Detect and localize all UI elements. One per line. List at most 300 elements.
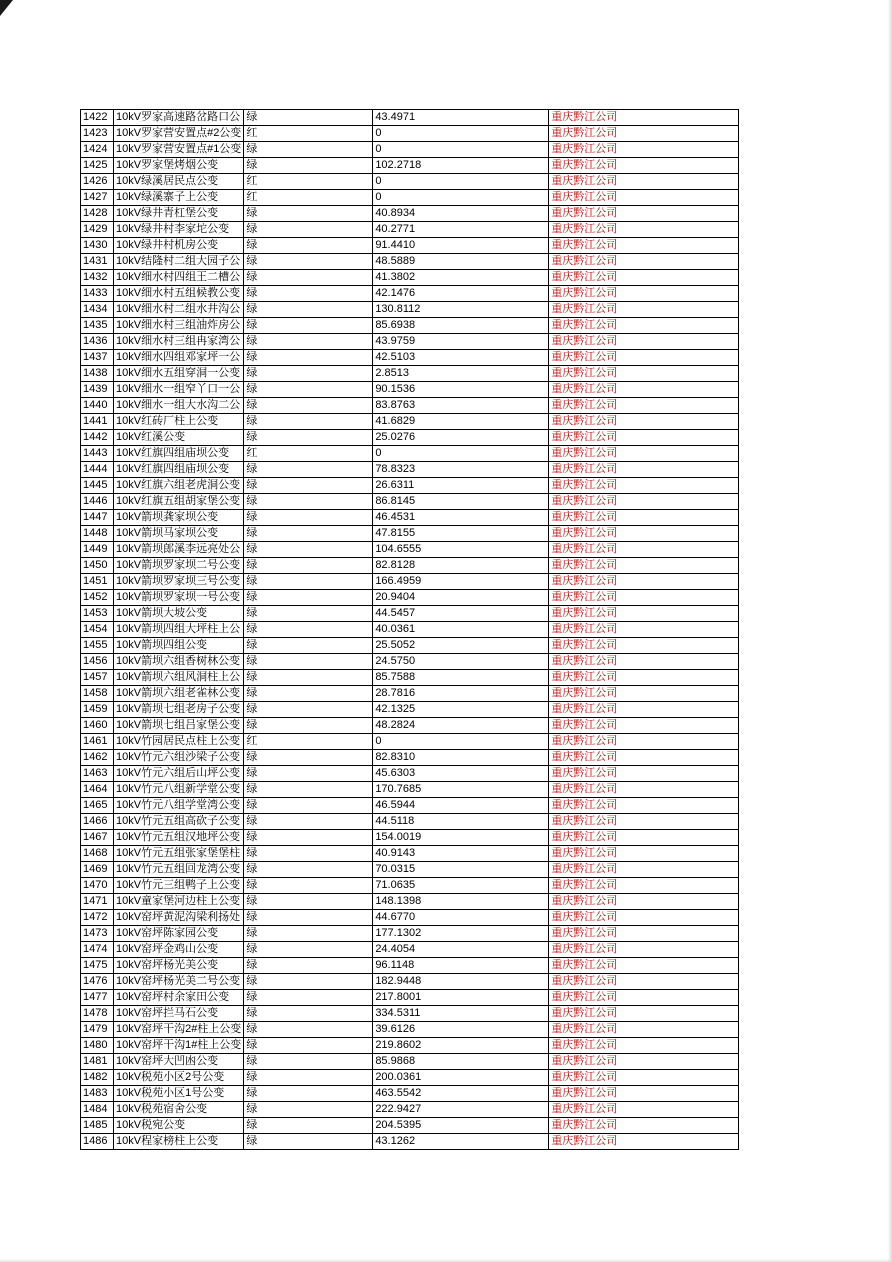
value-cell: 44.5457	[373, 606, 549, 622]
status-cell: 绿	[244, 1054, 373, 1070]
value-cell: 41.3802	[373, 270, 549, 286]
station-name-cell: 10kV窑坪杨光美二号公变	[114, 974, 244, 990]
value-cell: 0	[373, 190, 549, 206]
value-cell: 90.1536	[373, 382, 549, 398]
status-cell: 绿	[244, 526, 373, 542]
row-id-cell: 1481	[81, 1054, 114, 1070]
station-name-cell: 10kV窑坪干沟2#柱上公变	[114, 1022, 244, 1038]
page-edge-right	[888, 0, 892, 1262]
data-table	[80, 109, 739, 1150]
row-id-cell: 1473	[81, 926, 114, 942]
value-cell: 39.6126	[373, 1022, 549, 1038]
station-name-cell: 10kV红溪公变	[114, 430, 244, 446]
status-cell: 绿	[244, 558, 373, 574]
row-id-cell: 1460	[81, 718, 114, 734]
status-cell: 绿	[244, 1006, 373, 1022]
station-name-cell: 10kV竹元五组张家堡堡柱	[114, 846, 244, 862]
status-cell: 绿	[244, 686, 373, 702]
status-cell: 绿	[244, 270, 373, 286]
status-cell: 绿	[244, 638, 373, 654]
table-row	[81, 510, 739, 526]
row-id-cell: 1442	[81, 430, 114, 446]
status-cell: 绿	[244, 622, 373, 638]
company-cell: 重庆黔江公司	[549, 462, 739, 478]
value-cell: 47.8155	[373, 526, 549, 542]
value-cell: 85.9868	[373, 1054, 549, 1070]
row-id-cell: 1429	[81, 222, 114, 238]
row-id-cell: 1463	[81, 766, 114, 782]
value-cell: 200.0361	[373, 1070, 549, 1086]
company-cell: 重庆黔江公司	[549, 206, 739, 222]
table-row	[81, 158, 739, 174]
station-name-cell: 10kV箭坝马家坝公变	[114, 526, 244, 542]
value-cell: 0	[373, 126, 549, 142]
table-row	[81, 942, 739, 958]
station-name-cell: 10kV竹园居民点柱上公变	[114, 734, 244, 750]
row-id-cell: 1469	[81, 862, 114, 878]
row-id-cell: 1449	[81, 542, 114, 558]
station-name-cell: 10kV竹元六组沙梁子公变	[114, 750, 244, 766]
row-id-cell: 1443	[81, 446, 114, 462]
company-cell: 重庆黔江公司	[549, 958, 739, 974]
status-cell: 绿	[244, 510, 373, 526]
status-cell: 绿	[244, 254, 373, 270]
status-cell: 绿	[244, 334, 373, 350]
station-name-cell: 10kV竹元五组汉地坪公变	[114, 830, 244, 846]
station-name-cell: 10kV罗家营安置点#2公变	[114, 126, 244, 142]
row-id-cell: 1466	[81, 814, 114, 830]
company-cell: 重庆黔江公司	[549, 894, 739, 910]
table-row	[81, 862, 739, 878]
company-cell: 重庆黔江公司	[549, 158, 739, 174]
value-cell: 43.1262	[373, 1134, 549, 1150]
row-id-cell: 1479	[81, 1022, 114, 1038]
value-cell: 0	[373, 734, 549, 750]
status-cell: 绿	[244, 830, 373, 846]
table-row	[81, 462, 739, 478]
status-cell: 绿	[244, 718, 373, 734]
status-cell: 红	[244, 446, 373, 462]
company-cell: 重庆黔江公司	[549, 830, 739, 846]
station-name-cell: 10kV税宛公变	[114, 1118, 244, 1134]
station-name-cell: 10kV窑坪干沟1#柱上公变	[114, 1038, 244, 1054]
status-cell: 红	[244, 190, 373, 206]
table-row	[81, 974, 739, 990]
station-name-cell: 10kV竹元三组鸭子上公变	[114, 878, 244, 894]
company-cell: 重庆黔江公司	[549, 286, 739, 302]
value-cell: 130.8112	[373, 302, 549, 318]
station-name-cell: 10kV细水一组大水沟二公	[114, 398, 244, 414]
status-cell: 绿	[244, 1038, 373, 1054]
row-id-cell: 1464	[81, 782, 114, 798]
value-cell: 44.6770	[373, 910, 549, 926]
table-row	[81, 558, 739, 574]
company-cell: 重庆黔江公司	[549, 558, 739, 574]
table-row	[81, 686, 739, 702]
status-cell: 绿	[244, 222, 373, 238]
value-cell: 177.1302	[373, 926, 549, 942]
row-id-cell: 1446	[81, 494, 114, 510]
row-id-cell: 1485	[81, 1118, 114, 1134]
station-name-cell: 10kV结隆村二组大园子公	[114, 254, 244, 270]
status-cell: 绿	[244, 1022, 373, 1038]
station-name-cell: 10kV细水村五组候教公变	[114, 286, 244, 302]
table-row	[81, 750, 739, 766]
status-cell: 绿	[244, 894, 373, 910]
company-cell: 重庆黔江公司	[549, 1134, 739, 1150]
table-row	[81, 190, 739, 206]
row-id-cell: 1433	[81, 286, 114, 302]
status-cell: 绿	[244, 958, 373, 974]
table-row	[81, 1038, 739, 1054]
value-cell: 44.5118	[373, 814, 549, 830]
table-row	[81, 622, 739, 638]
value-cell: 70.0315	[373, 862, 549, 878]
table-row	[81, 174, 739, 190]
station-name-cell: 10kV竹元五组高砍子公变	[114, 814, 244, 830]
value-cell: 463.5542	[373, 1086, 549, 1102]
value-cell: 0	[373, 174, 549, 190]
company-cell: 重庆黔江公司	[549, 1086, 739, 1102]
value-cell: 24.5750	[373, 654, 549, 670]
status-cell: 绿	[244, 974, 373, 990]
company-cell: 重庆黔江公司	[549, 814, 739, 830]
status-cell: 绿	[244, 206, 373, 222]
corner-artifact	[0, 0, 13, 16]
table-row	[81, 142, 739, 158]
status-cell: 绿	[244, 238, 373, 254]
status-cell: 绿	[244, 574, 373, 590]
table-row	[81, 926, 739, 942]
company-cell: 重庆黔江公司	[549, 222, 739, 238]
value-cell: 82.8310	[373, 750, 549, 766]
status-cell: 绿	[244, 862, 373, 878]
status-cell: 绿	[244, 782, 373, 798]
company-cell: 重庆黔江公司	[549, 494, 739, 510]
status-cell: 绿	[244, 286, 373, 302]
status-cell: 绿	[244, 910, 373, 926]
row-id-cell: 1456	[81, 654, 114, 670]
table-row	[81, 110, 739, 126]
station-name-cell: 10kV箭坝罗家坝一号公变	[114, 590, 244, 606]
table-row	[81, 782, 739, 798]
table-row	[81, 526, 739, 542]
row-id-cell: 1431	[81, 254, 114, 270]
value-cell: 182.9448	[373, 974, 549, 990]
company-cell: 重庆黔江公司	[549, 382, 739, 398]
table-row	[81, 366, 739, 382]
company-cell: 重庆黔江公司	[549, 542, 739, 558]
value-cell: 166.4959	[373, 574, 549, 590]
company-cell: 重庆黔江公司	[549, 942, 739, 958]
value-cell: 46.5944	[373, 798, 549, 814]
station-name-cell: 10kV箭坝罗家坝三号公变	[114, 574, 244, 590]
row-id-cell: 1454	[81, 622, 114, 638]
company-cell: 重庆黔江公司	[549, 1038, 739, 1054]
status-cell: 绿	[244, 1134, 373, 1150]
table-row	[81, 702, 739, 718]
company-cell: 重庆黔江公司	[549, 686, 739, 702]
table-row	[81, 766, 739, 782]
table-row	[81, 398, 739, 414]
row-id-cell: 1462	[81, 750, 114, 766]
table-row	[81, 846, 739, 862]
row-id-cell: 1450	[81, 558, 114, 574]
company-cell: 重庆黔江公司	[549, 1118, 739, 1134]
value-cell: 148.1398	[373, 894, 549, 910]
row-id-cell: 1440	[81, 398, 114, 414]
status-cell: 绿	[244, 478, 373, 494]
company-cell: 重庆黔江公司	[549, 446, 739, 462]
table-row	[81, 1118, 739, 1134]
company-cell: 重庆黔江公司	[549, 1022, 739, 1038]
company-cell: 重庆黔江公司	[549, 1070, 739, 1086]
company-cell: 重庆黔江公司	[549, 974, 739, 990]
row-id-cell: 1447	[81, 510, 114, 526]
company-cell: 重庆黔江公司	[549, 238, 739, 254]
row-id-cell: 1475	[81, 958, 114, 974]
station-name-cell: 10kV细水村三组冉家湾公	[114, 334, 244, 350]
company-cell: 重庆黔江公司	[549, 846, 739, 862]
station-name-cell: 10kV程家榜柱上公变	[114, 1134, 244, 1150]
row-id-cell: 1480	[81, 1038, 114, 1054]
value-cell: 219.8602	[373, 1038, 549, 1054]
status-cell: 绿	[244, 382, 373, 398]
table-row	[81, 494, 739, 510]
status-cell: 绿	[244, 750, 373, 766]
station-name-cell: 10kV税苑小区1号公变	[114, 1086, 244, 1102]
row-id-cell: 1430	[81, 238, 114, 254]
station-name-cell: 10kV箭坝七组吕家堡公变	[114, 718, 244, 734]
station-name-cell: 10kV窑坪金鸡山公变	[114, 942, 244, 958]
row-id-cell: 1438	[81, 366, 114, 382]
value-cell: 334.5311	[373, 1006, 549, 1022]
company-cell: 重庆黔江公司	[549, 270, 739, 286]
table-row	[81, 1070, 739, 1086]
value-cell: 96.1148	[373, 958, 549, 974]
value-cell: 45.6303	[373, 766, 549, 782]
company-cell: 重庆黔江公司	[549, 990, 739, 1006]
company-cell: 重庆黔江公司	[549, 798, 739, 814]
company-cell: 重庆黔江公司	[549, 254, 739, 270]
company-cell: 重庆黔江公司	[549, 734, 739, 750]
table-row	[81, 478, 739, 494]
company-cell: 重庆黔江公司	[549, 750, 739, 766]
table-row	[81, 1006, 739, 1022]
row-id-cell: 1470	[81, 878, 114, 894]
status-cell: 绿	[244, 1118, 373, 1134]
station-name-cell: 10kV窑坪大凹凼公变	[114, 1054, 244, 1070]
table-row	[81, 254, 739, 270]
company-cell: 重庆黔江公司	[549, 430, 739, 446]
row-id-cell: 1427	[81, 190, 114, 206]
value-cell: 43.9759	[373, 334, 549, 350]
company-cell: 重庆黔江公司	[549, 414, 739, 430]
table-row	[81, 798, 739, 814]
status-cell: 绿	[244, 462, 373, 478]
station-name-cell: 10kV箭坝六组香树林公变	[114, 654, 244, 670]
company-cell: 重庆黔江公司	[549, 110, 739, 126]
value-cell: 2.8513	[373, 366, 549, 382]
station-name-cell: 10kV罗家堡烤烟公变	[114, 158, 244, 174]
value-cell: 83.8763	[373, 398, 549, 414]
station-name-cell: 10kV竹元六组后山坪公变	[114, 766, 244, 782]
value-cell: 222.9427	[373, 1102, 549, 1118]
row-id-cell: 1444	[81, 462, 114, 478]
table-row	[81, 318, 739, 334]
table-row	[81, 238, 739, 254]
row-id-cell: 1457	[81, 670, 114, 686]
value-cell: 41.6829	[373, 414, 549, 430]
station-name-cell: 10kV绿溪寨子上公变	[114, 190, 244, 206]
station-name-cell: 10kV箭坝六组风洞柱上公	[114, 670, 244, 686]
row-id-cell: 1435	[81, 318, 114, 334]
company-cell: 重庆黔江公司	[549, 126, 739, 142]
table-row	[81, 590, 739, 606]
station-name-cell: 10kV绿井青杠堡公变	[114, 206, 244, 222]
row-id-cell: 1461	[81, 734, 114, 750]
station-name-cell: 10kV窑坪陈家园公变	[114, 926, 244, 942]
table-row	[81, 734, 739, 750]
station-name-cell: 10kV箭坝四组大坪柱上公	[114, 622, 244, 638]
company-cell: 重庆黔江公司	[549, 1054, 739, 1070]
company-cell: 重庆黔江公司	[549, 478, 739, 494]
status-cell: 绿	[244, 1086, 373, 1102]
status-cell: 绿	[244, 414, 373, 430]
table-row	[81, 302, 739, 318]
value-cell: 82.8128	[373, 558, 549, 574]
value-cell: 25.0276	[373, 430, 549, 446]
row-id-cell: 1478	[81, 1006, 114, 1022]
status-cell: 绿	[244, 606, 373, 622]
table-row	[81, 574, 739, 590]
station-name-cell: 10kV箭坝七组老房子公变	[114, 702, 244, 718]
table-row	[81, 206, 739, 222]
row-id-cell: 1436	[81, 334, 114, 350]
value-cell: 48.2824	[373, 718, 549, 734]
table-row	[81, 670, 739, 686]
table-row	[81, 222, 739, 238]
station-name-cell: 10kV箭坝郎溪李远亮处公	[114, 542, 244, 558]
status-cell: 绿	[244, 878, 373, 894]
row-id-cell: 1439	[81, 382, 114, 398]
row-id-cell: 1422	[81, 110, 114, 126]
table-body	[81, 110, 739, 1150]
table-row	[81, 1086, 739, 1102]
status-cell: 绿	[244, 702, 373, 718]
company-cell: 重庆黔江公司	[549, 302, 739, 318]
status-cell: 绿	[244, 398, 373, 414]
table-row	[81, 990, 739, 1006]
table-row	[81, 270, 739, 286]
status-cell: 绿	[244, 430, 373, 446]
value-cell: 170.7685	[373, 782, 549, 798]
status-cell: 绿	[244, 158, 373, 174]
value-cell: 204.5395	[373, 1118, 549, 1134]
company-cell: 重庆黔江公司	[549, 766, 739, 782]
company-cell: 重庆黔江公司	[549, 510, 739, 526]
status-cell: 绿	[244, 798, 373, 814]
station-name-cell: 10kV绿溪居民点公变	[114, 174, 244, 190]
company-cell: 重庆黔江公司	[549, 670, 739, 686]
station-name-cell: 10kV细水一组窄丫口一公	[114, 382, 244, 398]
row-id-cell: 1484	[81, 1102, 114, 1118]
status-cell: 绿	[244, 366, 373, 382]
value-cell: 40.0361	[373, 622, 549, 638]
table-row	[81, 1134, 739, 1150]
status-cell: 绿	[244, 350, 373, 366]
company-cell: 重庆黔江公司	[549, 318, 739, 334]
row-id-cell: 1477	[81, 990, 114, 1006]
table-row	[81, 446, 739, 462]
table-row	[81, 414, 739, 430]
company-cell: 重庆黔江公司	[549, 350, 739, 366]
value-cell: 0	[373, 142, 549, 158]
row-id-cell: 1441	[81, 414, 114, 430]
row-id-cell: 1428	[81, 206, 114, 222]
company-cell: 重庆黔江公司	[549, 926, 739, 942]
value-cell: 91.4410	[373, 238, 549, 254]
status-cell: 绿	[244, 1070, 373, 1086]
value-cell: 42.1325	[373, 702, 549, 718]
row-id-cell: 1434	[81, 302, 114, 318]
table-row	[81, 1022, 739, 1038]
value-cell: 85.7588	[373, 670, 549, 686]
table-row	[81, 286, 739, 302]
station-name-cell: 10kV税苑宿舍公变	[114, 1102, 244, 1118]
row-id-cell: 1455	[81, 638, 114, 654]
station-name-cell: 10kV细水村二组水井沟公	[114, 302, 244, 318]
status-cell: 绿	[244, 302, 373, 318]
status-cell: 绿	[244, 142, 373, 158]
table-row	[81, 894, 739, 910]
status-cell: 绿	[244, 942, 373, 958]
company-cell: 重庆黔江公司	[549, 910, 739, 926]
company-cell: 重庆黔江公司	[549, 366, 739, 382]
row-id-cell: 1451	[81, 574, 114, 590]
value-cell: 154.0019	[373, 830, 549, 846]
station-name-cell: 10kV窑坪黄泥沟梁利扬处	[114, 910, 244, 926]
row-id-cell: 1445	[81, 478, 114, 494]
value-cell: 217.8001	[373, 990, 549, 1006]
station-name-cell: 10kV绿井村机房公变	[114, 238, 244, 254]
company-cell: 重庆黔江公司	[549, 782, 739, 798]
row-id-cell: 1432	[81, 270, 114, 286]
table-row	[81, 1054, 739, 1070]
status-cell: 绿	[244, 654, 373, 670]
station-name-cell: 10kV细水五组穿洞一公变	[114, 366, 244, 382]
company-cell: 重庆黔江公司	[549, 606, 739, 622]
row-id-cell: 1452	[81, 590, 114, 606]
value-cell: 40.8934	[373, 206, 549, 222]
station-name-cell: 10kV童家堡河边柱上公变	[114, 894, 244, 910]
station-name-cell: 10kV窑坪杨光美公变	[114, 958, 244, 974]
value-cell: 40.2771	[373, 222, 549, 238]
status-cell: 红	[244, 734, 373, 750]
station-name-cell: 10kV红砖厂柱上公变	[114, 414, 244, 430]
table-row	[81, 430, 739, 446]
status-cell: 绿	[244, 990, 373, 1006]
row-id-cell: 1476	[81, 974, 114, 990]
table-row	[81, 1102, 739, 1118]
station-name-cell: 10kV箭坝四组公变	[114, 638, 244, 654]
station-name-cell: 10kV红旗四组庙坝公变	[114, 446, 244, 462]
company-cell: 重庆黔江公司	[549, 622, 739, 638]
table-row	[81, 654, 739, 670]
row-id-cell: 1425	[81, 158, 114, 174]
row-id-cell: 1426	[81, 174, 114, 190]
station-name-cell: 10kV窑坪村余家田公变	[114, 990, 244, 1006]
